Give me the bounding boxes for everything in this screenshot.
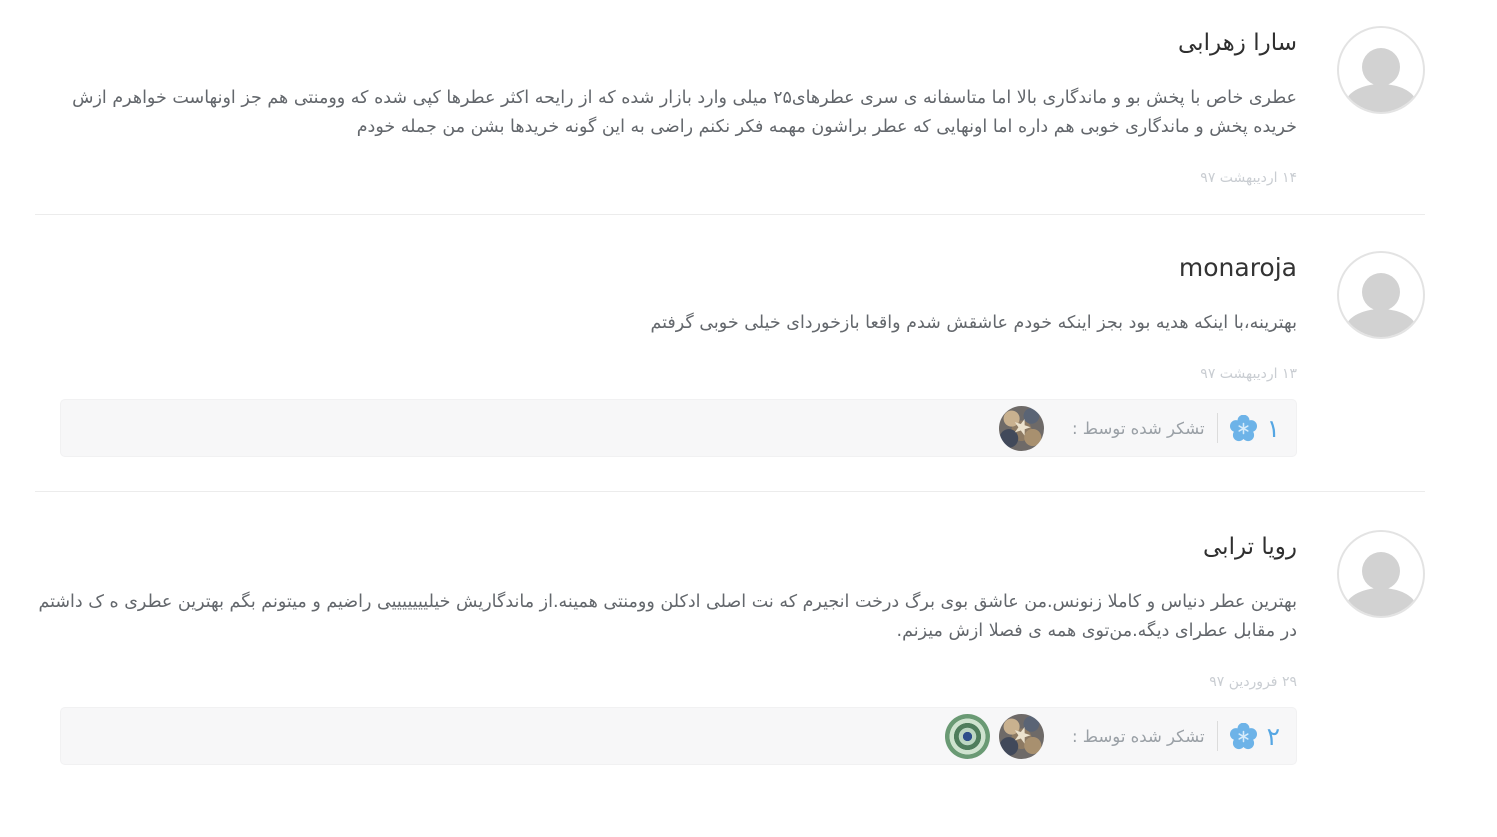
thanked-by-label: تشکر شده توسط : (1072, 418, 1205, 438)
seashell-starfish-photo-avatar[interactable] (999, 406, 1044, 451)
thanks-flower-badge-icon[interactable] (1230, 723, 1257, 750)
comments-section (35, 0, 1425, 793)
comment-content (35, 530, 1297, 765)
avatar-shoulders-shape (1345, 84, 1417, 114)
person-avatar-placeholder-icon[interactable] (1337, 26, 1425, 114)
comment-content (35, 251, 1297, 457)
bottom-whitespace (0, 793, 1497, 837)
avatar-column (1337, 530, 1425, 765)
avatar-column (1337, 26, 1425, 188)
seashell-starfish-photo-avatar[interactable] (999, 714, 1044, 759)
thanks-count[interactable]: ۱ (1266, 413, 1280, 443)
vertical-divider (1217, 721, 1218, 751)
avatar-shoulders-shape (1345, 309, 1417, 339)
comment-item (35, 0, 1425, 215)
thanked-by-label: تشکر شده توسط : (1072, 726, 1205, 746)
vertical-divider (1217, 413, 1218, 443)
person-avatar-placeholder-icon[interactable] (1337, 530, 1425, 618)
comment-author-name[interactable]: monaroja (1178, 253, 1297, 282)
thanker-avatars (999, 406, 1044, 451)
comment-content (35, 26, 1297, 188)
comment-body-text: عطری خاص با پخش بو و ماندگاری بالا اما متاسفانه ی سری عطرهای۲۵ میلی وارد بازار شده که از رایحه اکثر عطرها کپی شده که وومنتی هم جز اونهاست خواهرم ازش خریده پخش و ماندگاری خوبی هم داره اما اونهایی که عطر براشون مهمه فکر نکنم راضی به این گونه خریدها بشن من جمله خودم (72, 88, 1297, 137)
comment-date: ۱۴ اردیبهشت ۹۷ (1200, 170, 1297, 186)
thanker-avatars (945, 714, 1044, 759)
comment-author-name[interactable]: رویا ترابی (1203, 534, 1297, 560)
avatar-head-shape (1362, 273, 1400, 311)
comment-item (35, 492, 1425, 793)
thanked-by-bar (60, 707, 1297, 765)
thanks-count[interactable]: ۲ (1266, 721, 1280, 751)
person-avatar-placeholder-icon[interactable] (1337, 251, 1425, 339)
thanked-by-bar (60, 399, 1297, 457)
comment-body-text: بهترین عطر دنیاس و کاملا زنونس.من عاشق بوی برگ درخت انجیرم که نت اصلی ادکلن وومنتی همینه.از ماندگاریش خیلیییییییی راضیم و میتونم بگم بهترین عطری ه ک داشتم در مقابل عطرای دیگه.من‌توی همه ی فصلا ازش میزنم. (38, 592, 1297, 641)
avatar-column (1337, 251, 1425, 457)
avatar-head-shape (1362, 552, 1400, 590)
comment-date: ۱۳ اردیبهشت ۹۷ (1200, 366, 1297, 382)
avatar-shoulders-shape (1345, 588, 1417, 618)
comment-author-name[interactable]: سارا زهرابی (1178, 30, 1297, 56)
thanks-flower-badge-icon[interactable] (1230, 415, 1257, 442)
comment-date: ۲۹ فروردین ۹۷ (1209, 674, 1297, 690)
avatar-head-shape (1362, 48, 1400, 86)
comment-item (35, 215, 1425, 492)
comment-body-text: بهترینه،با اینکه هدیه بود بجز اینکه خودم عاشقش شدم واقعا بازخوردای خیلی خوبی گرفتم (650, 313, 1297, 333)
green-mandala-pattern-avatar[interactable] (945, 714, 990, 759)
